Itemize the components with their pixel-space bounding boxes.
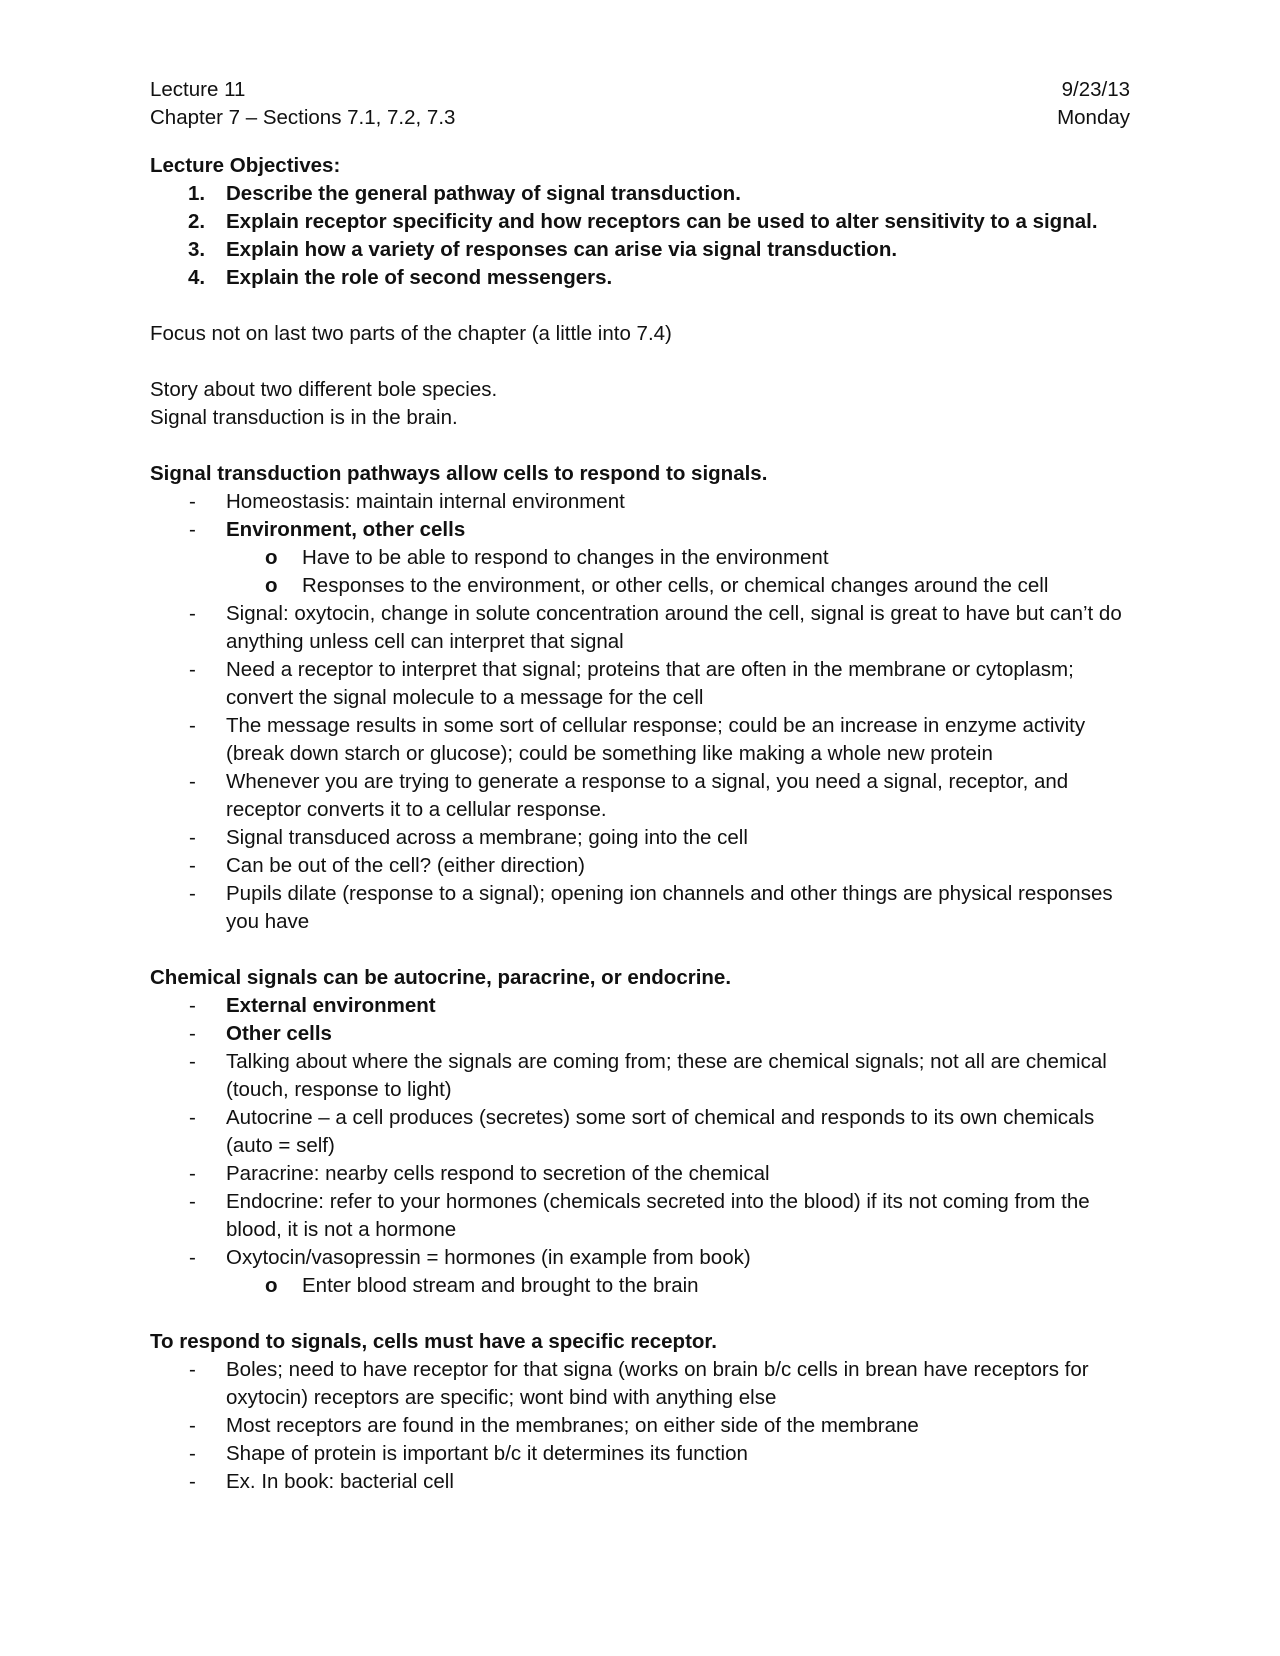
section-heading: To respond to signals, cells must have a specific receptor. — [150, 1330, 717, 1353]
list-item-text: Other cells — [226, 1022, 332, 1045]
header-row-1 — [150, 76, 1130, 104]
list-item-text: Boles; need to have receptor for that signa (works on brain b/c cells in brean have receptors for oxytocin) receptors are specific; wont bind with anything else — [226, 1358, 1089, 1409]
list-item-text: Homeostasis: maintain internal environment — [226, 490, 625, 513]
dash-marker: - — [189, 602, 196, 625]
list-item-text: Pupils dilate (response to a signal); opening ion channels and other things are physical responses you have — [226, 882, 1113, 933]
objective-text: Explain the role of second messengers. — [226, 266, 613, 289]
circle-bullet-marker: o — [265, 1274, 278, 1297]
dash-marker: - — [189, 1414, 196, 1437]
sub-list-item — [150, 1272, 1130, 1300]
objective-text: Describe the general pathway of signal transduction. — [226, 182, 741, 205]
list-item — [150, 1356, 1130, 1412]
dash-marker: - — [189, 1358, 196, 1381]
dash-marker: - — [189, 658, 196, 681]
list-item — [150, 656, 1130, 712]
list-item — [150, 880, 1130, 936]
dash-marker: - — [189, 1106, 196, 1129]
dash-marker: - — [189, 518, 196, 541]
list-item-text: Signal transduced across a membrane; going into the cell — [226, 826, 748, 849]
objectives-title: Lecture Objectives: — [150, 154, 341, 177]
list-item-text: The message results in some sort of cellular response; could be an increase in enzyme activity (break down starch or glucose); could be something like making a whole new protein — [226, 714, 1086, 765]
list-item-text: Most receptors are found in the membranes; on either side of the membrane — [226, 1414, 919, 1437]
list-item-text: Autocrine – a cell produces (secretes) some sort of chemical and responds to its own chemicals (auto = self) — [226, 1106, 1095, 1157]
objective-item — [150, 208, 1130, 236]
objective-number: 2. — [188, 210, 206, 233]
story-line: Story about two different bole species. — [150, 378, 498, 401]
section-heading: Chemical signals can be autocrine, paracrine, or endocrine. — [150, 966, 732, 989]
list-item — [150, 1244, 1130, 1272]
circle-bullet-marker: o — [265, 546, 278, 569]
focus-note: Focus not on last two parts of the chapter (a little into 7.4) — [150, 322, 672, 345]
dash-marker: - — [189, 882, 196, 905]
dash-marker: - — [189, 854, 196, 877]
dash-marker: - — [189, 1442, 196, 1465]
sub-list-item-text: Responses to the environment, or other cells, or chemical changes around the cell — [302, 574, 1049, 597]
dash-marker: - — [189, 714, 196, 737]
list-item — [150, 992, 1130, 1020]
list-item-text: Endocrine: refer to your hormones (chemicals secreted into the blood) if its not coming from the blood, it is not a hormone — [226, 1190, 1090, 1241]
story-line: Signal transduction is in the brain. — [150, 406, 458, 429]
dash-marker: - — [189, 1050, 196, 1073]
list-item — [150, 1048, 1130, 1104]
dash-marker: - — [189, 490, 196, 513]
list-item — [150, 824, 1130, 852]
sub-list-item — [150, 572, 1130, 600]
list-item — [150, 1160, 1130, 1188]
dash-marker: - — [189, 994, 196, 1017]
list-item — [150, 1020, 1130, 1048]
sub-list-item-text: Enter blood stream and brought to the brain — [302, 1274, 699, 1297]
dash-marker: - — [189, 1470, 196, 1493]
objective-text: Explain how a variety of responses can arise via signal transduction. — [226, 238, 898, 261]
header-row-2 — [150, 104, 1130, 132]
list-item — [150, 600, 1130, 656]
section-heading: Signal transduction pathways allow cells to respond to signals. — [150, 462, 768, 485]
list-item-text: Oxytocin/vasopressin = hormones (in example from book) — [226, 1246, 751, 1269]
list-item — [150, 1104, 1130, 1160]
objective-number: 1. — [188, 182, 206, 205]
chapter-sections: Chapter 7 – Sections 7.1, 7.2, 7.3 — [150, 106, 456, 129]
list-item — [150, 1440, 1130, 1468]
dash-marker: - — [189, 1162, 196, 1185]
list-item — [150, 1188, 1130, 1244]
list-item-text: Shape of protein is important b/c it determines its function — [226, 1442, 748, 1465]
list-item — [150, 1412, 1130, 1440]
objective-item — [150, 264, 1130, 292]
list-item-text: Can be out of the cell? (either direction) — [226, 854, 585, 877]
dash-marker: - — [189, 770, 196, 793]
objective-number: 3. — [188, 238, 206, 261]
list-item — [150, 1468, 1130, 1496]
list-item-text: External environment — [226, 994, 436, 1017]
list-item — [150, 852, 1130, 880]
list-item-text: Talking about where the signals are coming from; these are chemical signals; not all are chemical (touch, response to light) — [226, 1050, 1107, 1101]
list-item-text: Need a receptor to interpret that signal; proteins that are often in the membrane or cytoplasm; convert the signal molecule to a message for the cell — [226, 658, 1074, 709]
list-item — [150, 712, 1130, 768]
lecture-date: 9/23/13 — [1061, 78, 1130, 101]
list-item-text: Whenever you are trying to generate a response to a signal, you need a signal, receptor, and receptor converts it to a cellular response. — [226, 770, 1069, 821]
document-body — [150, 76, 1130, 1496]
list-item — [150, 768, 1130, 824]
dash-marker: - — [189, 1246, 196, 1269]
dash-marker: - — [189, 1190, 196, 1213]
dash-marker: - — [189, 1022, 196, 1045]
list-item-text: Ex. In book: bacterial cell — [226, 1470, 454, 1493]
lecture-number: Lecture 11 — [150, 78, 246, 101]
objective-number: 4. — [188, 266, 206, 289]
objective-item — [150, 180, 1130, 208]
sub-list-item — [150, 544, 1130, 572]
lecture-day: Monday — [1057, 106, 1130, 129]
dash-marker: - — [189, 826, 196, 849]
list-item-text: Paracrine: nearby cells respond to secretion of the chemical — [226, 1162, 770, 1185]
list-item — [150, 516, 1130, 544]
circle-bullet-marker: o — [265, 574, 278, 597]
list-item — [150, 488, 1130, 516]
list-item-text: Signal: oxytocin, change in solute concentration around the cell, signal is great to have but can’t do anything unless cell can interpret that signal — [226, 602, 1122, 653]
objective-text: Explain receptor specificity and how receptors can be used to alter sensitivity to a signal. — [226, 210, 1098, 233]
list-item-text: Environment, other cells — [226, 518, 466, 541]
objective-item — [150, 236, 1130, 264]
sub-list-item-text: Have to be able to respond to changes in the environment — [302, 546, 829, 569]
